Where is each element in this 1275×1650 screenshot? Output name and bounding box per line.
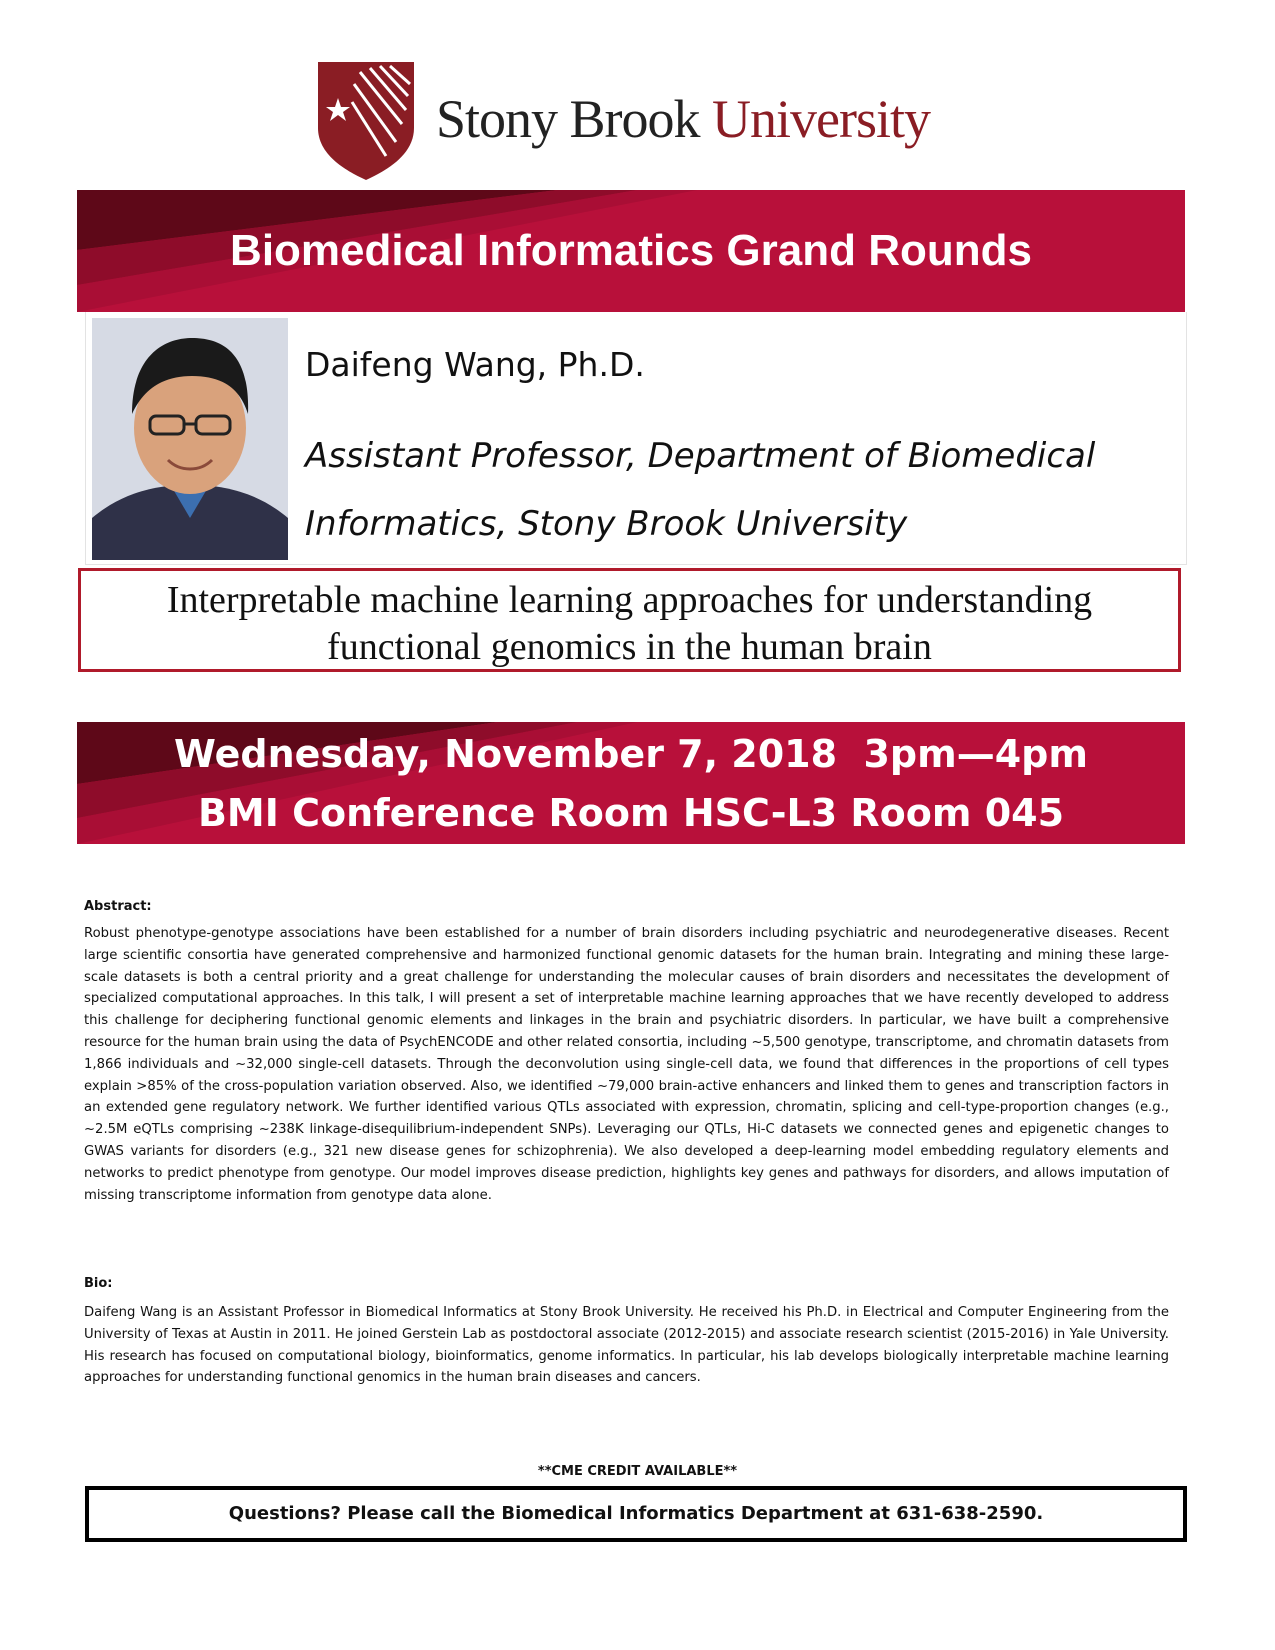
logo-name-part1: Stony Brook	[436, 89, 700, 149]
talk-title-line2: functional genomics in the human brain	[327, 626, 932, 668]
talk-title-line1: Interpretable machine learning approaches for understanding	[166, 579, 1093, 621]
shield-icon	[318, 62, 414, 180]
logo-name-part2: University	[712, 89, 931, 149]
questions-box	[85, 1486, 1187, 1542]
event-location: BMI Conference Room HSC-L3 Room 045	[197, 791, 1065, 835]
talk-title-box	[78, 568, 1181, 672]
speaker-photo	[92, 318, 288, 560]
event-banner	[77, 722, 1185, 844]
speaker-title-line2: Informatics, Stony Brook University	[305, 504, 908, 544]
bio-text: Daifeng Wang is an Assistant Professor in Biomedical Informatics at Stony Brook University. He received his Ph.D. in Electrical and Computer Engineering from the University of Texas at Austin in 2011. He joined Gerstein Lab as postdoctoral associate (2012-2015) and associate research scientist (2015-2016) in Yale University. His research has focused on computational biology, bioinformatics, genome informatics. In particular, his lab develops biologically interpretable machine learning approaches for understanding functional genomics in the human brain diseases and cancers.	[84, 1305, 1169, 1386]
cme-notice: **CME CREDIT AVAILABLE**	[537, 1464, 738, 1479]
abstract-label: Abstract:	[84, 899, 152, 914]
university-logo	[318, 62, 998, 180]
university-name	[436, 88, 930, 150]
bio-label: Bio:	[84, 1276, 113, 1291]
speaker-name: Daifeng Wang, Ph.D.	[305, 345, 645, 384]
speaker-title-line1: Assistant Professor, Department of Biomedical	[305, 436, 1096, 476]
banner-title: Biomedical Informatics Grand Rounds	[230, 226, 1032, 275]
abstract-text: Robust phenotype-genotype associations have been established for a number of brain disorders including psychiatric and neurodegenerative diseases. Recent large scientific consortia have generated comprehensive and harmonized functional genomic datasets for the human brain. Integrating and mining these large-scale datasets is both a central priority and a great challenge for understanding the molecular causes of brain disorders and necessitates the development of specialized computational approaches. In this talk, I will present a set of interpretable machine learning approaches that we have recently developed to address this challenge for deciphering functional genomic elements and linkages in the brain and psychiatric disorders. In particular, we have built a comprehensive resource for the human brain using the data of PsychENCODE and other related consortia, including ~5,500 genotype, transcriptome, and chromatin datasets from 1,866 individuals and ~32,000 single-cell datasets. Through the deconvolution using single-cell data, we found that differences in the proportions of cell types explain >85% of the cross-population variation observed. Also, we identified ~79,000 brain-active enhancers and linked them to genes and transcription factors in an extended gene regulatory network. We further identified various QTLs associated with expression, chromatin, splicing and cell-type-proportion changes (e.g., ~2.5M eQTLs comprising ~238K linkage-disequilibrium-independent SNPs). Leveraging our QTLs, Hi-C datasets we connected genes and epigenetic changes to GWAS variants for disorders (e.g., 321 new disease genes for schizophrenia). We also developed a deep-learning model embedding regulatory elements and networks to predict phenotype from genotype. Our model improves disease prediction, highlights key genes and pathways for disorders, and allows imputation of missing transcriptome information from genotype data alone.	[84, 926, 1169, 1203]
questions-text: Questions? Please call the Biomedical Informatics Department at 631-638-2590.	[228, 1503, 1044, 1524]
speaker-title	[305, 422, 1185, 558]
talk-title	[81, 577, 1178, 671]
event-datetime: Wednesday, November 7, 2018 3pm—4pm	[174, 732, 1088, 776]
title-banner	[77, 190, 1185, 312]
